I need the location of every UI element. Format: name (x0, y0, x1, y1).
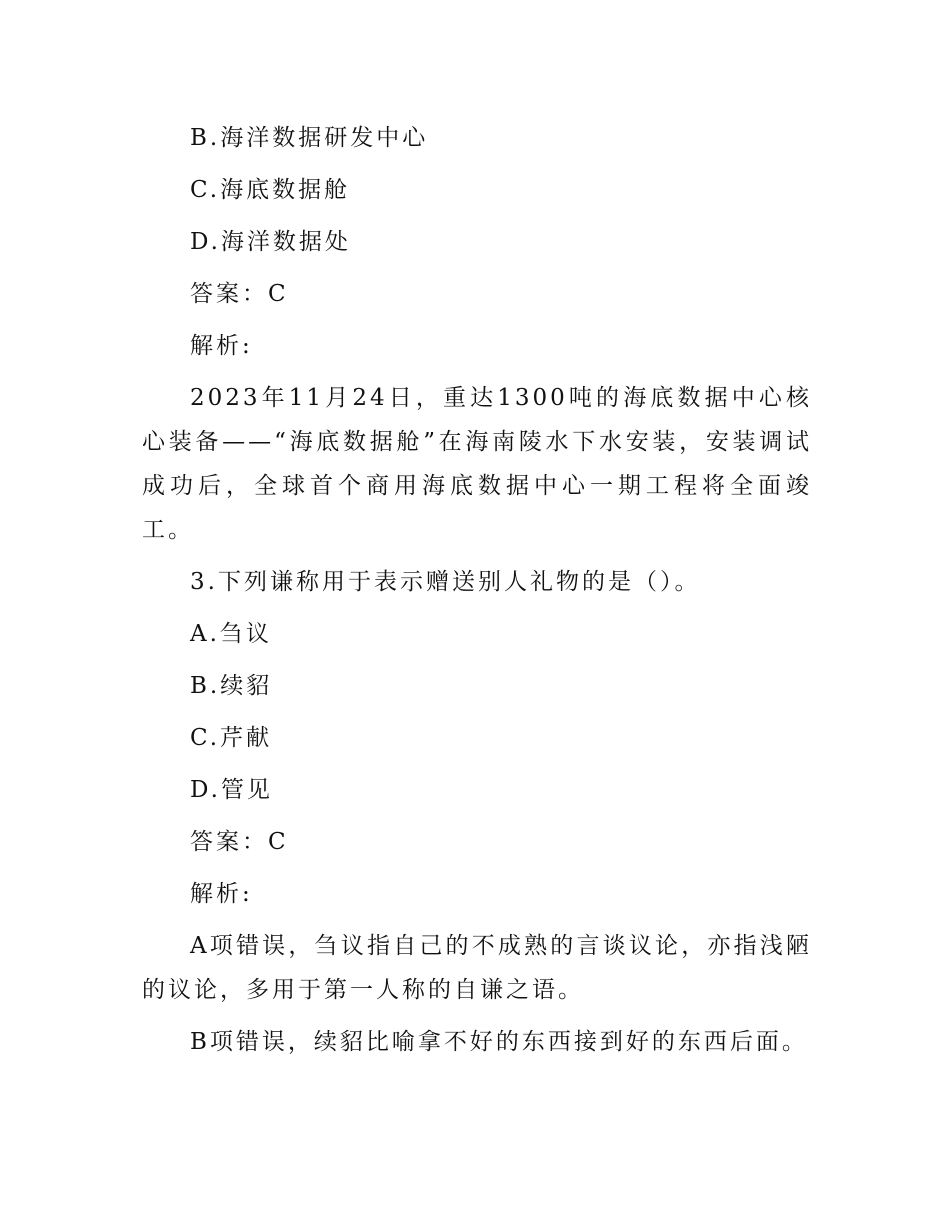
document-body (142, 116, 812, 1072)
q2-analysis-label: 解析: (190, 333, 253, 359)
q3-question: 3.下列谦称用于表示赠送别人礼物的是（）。 (190, 569, 701, 595)
q3-option-b: B.续貂 (190, 673, 273, 699)
q3-option-a: A.刍议 (190, 621, 272, 647)
q2-option-c: C.海底数据舱 (190, 177, 351, 203)
q3-option-c: C.芹献 (190, 725, 273, 751)
q3-option-d: D.管见 (190, 777, 273, 803)
q3-analysis-b: B项错误，续貂比喻拿不好的东西接到好的东西后面。 (190, 1029, 808, 1055)
q2-answer: 答案：C (190, 281, 289, 307)
q3-analysis-a: A项错误，刍议指自己的不成熟的言谈议论，亦指浅陋的议论，多用于第一人称的自谦之语。 (142, 933, 812, 1003)
q2-option-d: D.海洋数据处 (190, 229, 351, 255)
q2-option-b: B.海洋数据研发中心 (190, 125, 429, 151)
q3-analysis-label: 解析: (190, 881, 253, 907)
q2-analysis-text: 2023年11月24日，重达1300吨的海底数据中心核心装备——“海底数据舱”在海南陵水下水安装，安装调试成功后，全球首个商用海底数据中心一期工程将全面竣工。 (142, 385, 812, 543)
q3-answer: 答案：C (190, 829, 289, 855)
